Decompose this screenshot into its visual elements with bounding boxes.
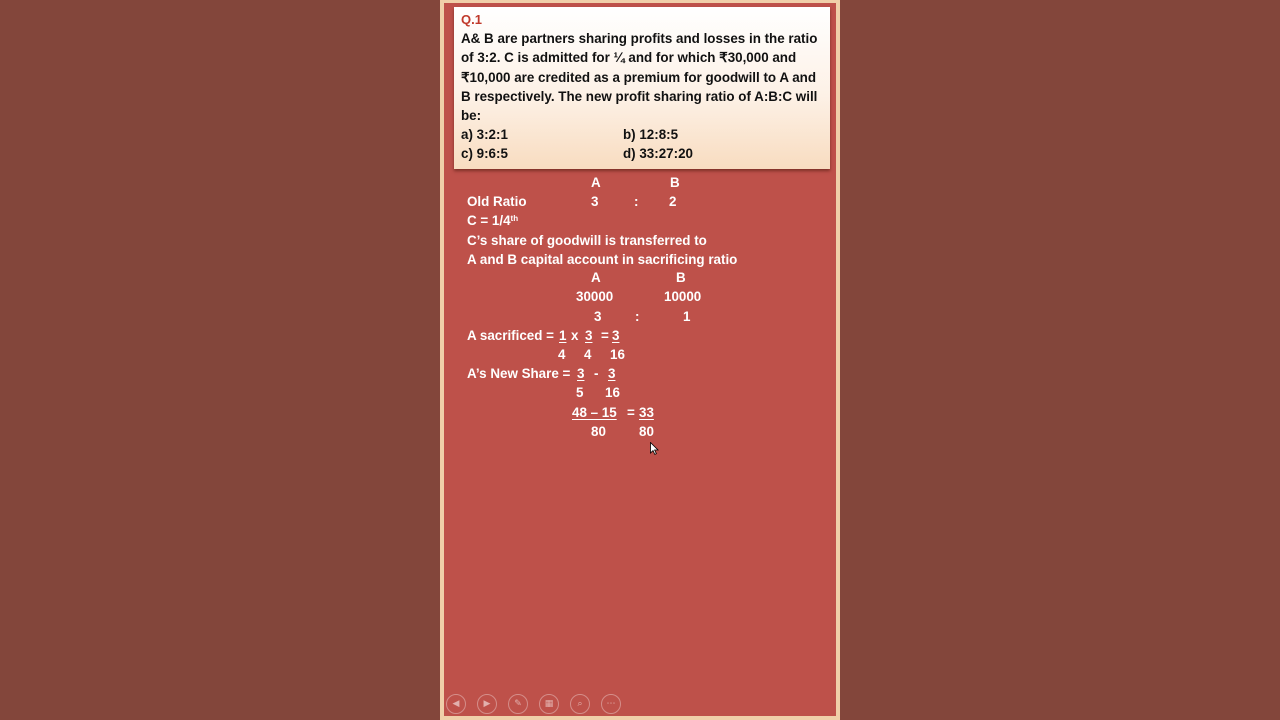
option-c: c) 9:6:5 — [461, 146, 508, 162]
a-sacrificed-den-3: 16 — [610, 347, 625, 362]
pen-icon[interactable]: ✎ — [508, 694, 528, 714]
zoom-icon[interactable]: ⌕ — [570, 694, 590, 714]
old-ratio-colon: : — [634, 194, 639, 209]
prev-icon[interactable]: ◀ — [446, 694, 466, 714]
old-ratio-label: Old Ratio — [467, 194, 527, 209]
a-sacrificed-den-2: 4 — [584, 347, 592, 362]
option-a: a) 3:2:1 — [461, 127, 508, 143]
result-denominator-1: 80 — [591, 424, 606, 439]
c-share-text: C = 1/4 — [467, 213, 511, 228]
sacrifice-ratio-a: 3 — [594, 309, 602, 324]
a-sacrificed-num-1: 1 — [559, 328, 567, 343]
presentation-slide — [440, 0, 840, 720]
sacrifice-ratio-colon: : — [635, 309, 640, 324]
new-share-num-2: 3 — [608, 366, 616, 381]
a-sacrificed-label: A sacrificed = — [467, 328, 554, 343]
new-share-label: A’s New Share = — [467, 366, 571, 381]
question-number: Q.1 — [461, 12, 482, 27]
new-share-den-1: 5 — [576, 385, 584, 400]
goodwill-amount-b: 10000 — [664, 289, 702, 304]
a-sacrificed-times: x — [571, 328, 579, 343]
answer-options — [461, 125, 823, 165]
goodwill-line-1: C’s share of goodwill is transferred to — [467, 233, 707, 248]
partner-b-heading: B — [670, 175, 680, 190]
sacrifice-ratio-b: 1 — [683, 309, 691, 324]
new-share-den-2: 16 — [605, 385, 620, 400]
goodwill-head-b: B — [676, 270, 686, 285]
c-share-sup: th — [510, 214, 519, 223]
result-equals: = — [627, 405, 635, 420]
slideshow-toolbar — [446, 694, 632, 714]
a-sacrificed-den-1: 4 — [558, 347, 566, 362]
goodwill-line-2: A and B capital account in sacrificing ratio — [467, 252, 738, 267]
c-share-line — [467, 213, 518, 229]
a-sacrificed-num-3: 3 — [612, 328, 620, 343]
option-b: b) 12:8:5 — [623, 127, 679, 143]
new-share-minus: - — [594, 366, 599, 381]
result-denominator-2: 80 — [639, 424, 654, 439]
old-ratio-a: 3 — [591, 194, 599, 209]
goodwill-head-a: A — [591, 270, 601, 285]
mouse-cursor-icon — [650, 442, 659, 455]
next-icon[interactable]: ▶ — [477, 694, 497, 714]
a-sacrificed-equals: = — [601, 328, 609, 343]
a-sacrificed-num-2: 3 — [585, 328, 593, 343]
result-numerator-expr: 48 – 15 — [572, 405, 617, 420]
option-d: d) 33:27:20 — [623, 146, 693, 162]
slides-icon[interactable]: ▦ — [539, 694, 559, 714]
question-text: A& B are partners sharing profits and losses in the ratio of 3:2. C is admitted for ¼ and for which ₹30,000 and ₹10,000 are credited as a premium for goodwill to A and B respectively. The new profit sharing ratio of A:B:C will be: — [461, 31, 818, 124]
new-share-num-1: 3 — [577, 366, 585, 381]
old-ratio-b: 2 — [669, 194, 677, 209]
goodwill-amount-a: 30000 — [576, 289, 614, 304]
question-box — [454, 7, 830, 169]
partner-a-heading: A — [591, 175, 601, 190]
more-icon[interactable]: ⋯ — [601, 694, 621, 714]
result-numerator: 33 — [639, 405, 654, 420]
